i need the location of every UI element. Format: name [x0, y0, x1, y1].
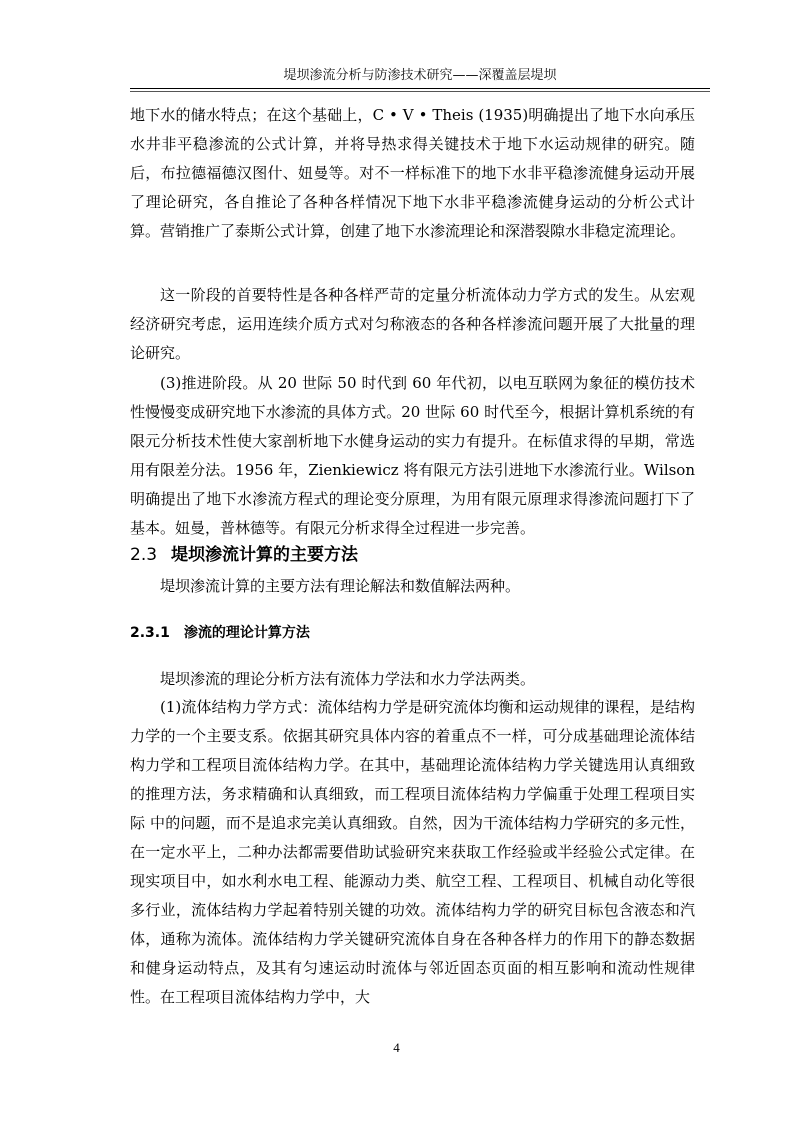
header-rule-thin	[130, 91, 710, 92]
subsection-title: 渗流的理论计算方法	[183, 625, 310, 641]
section-heading	[130, 540, 358, 565]
paragraph: (3)推进阶段。从 20 世际 50 时代到 60 年代初，以电互联网为象征的模仿技术性慢慢变成研究地下水渗流的具体方式。20 世际 60 时代至今，根据计算机系统的有限元分析技术性使大家剖析地下水健身运动的实力有提升。在标值求得的早期，常选用有限差分法。1956 年，Zienkiewicz 将有限元方法引进地下水渗流行业。Wilson 明确提出了地下水渗流方程式的理论变分原理，为用有限元原理求得渗流问题打下了基本。妞曼，普林德等。有限元分析求得全过程进一步完善。	[130, 374, 695, 537]
page-header: 堤坝渗流分析与防渗技术研究——深覆盖层堤坝	[283, 68, 557, 83]
subsection-number: 2.3.1	[130, 625, 170, 641]
paragraph: (1)流体结构力学方式：流体结构力学是研究流体均衡和运动规律的课程，是结构力学的一个主要支系。依据其研究具体内容的着重点不一样，可分成基础理论流体结构力学和工程项目流体结构力学。在其中，基础理论流体结构力学关键选用认真细致的推理方法，务求精确和认真细致，而工程项目流体结构力学偏重于处理工程项目实际 中的问题，而不是追求完美认真细致。自然，因为干流体结构力学研究的多元性，在一定水平上，二种办法都需要借助试验研究来获取工作经验或半经验公式定律。在现实项目中，如水利水电工程、能源动力类、航空工程、工程项目、机械自动化等很多行业，流体结构力学起着特别关键的功效。流体结构力学的研究目标包含液态和汽体，通称为流体。流体结构力学关键研究流体自身在各种各样力的作用下的静态数据和健身运动特点，及其有匀速运动时流体与邻近固态页面的相互影响和流动性规律性。在工程项目流体结构力学中，大	[130, 698, 695, 1006]
subsection-heading	[130, 622, 310, 642]
paragraph: 堤坝渗流计算的主要方法有理论解法和数值解法两种。	[160, 577, 521, 595]
paragraph: 堤坝渗流的理论分析方法有流体力学法和水力学法两类。	[160, 670, 536, 688]
header-rule	[130, 88, 710, 89]
paragraph: 这一阶段的首要特性是各种各样严苛的定量分析流体动力学方式的发生。从宏观经济研究考虑，运用连续介质方式对匀称液态的各种各样渗流问题开展了大批量的理论研究。	[130, 286, 695, 362]
page-number: 4	[393, 1040, 400, 1055]
section-number: 2.3	[130, 545, 158, 565]
paragraph-continued: 地下水的储水特点；在这个基础上，C • V • Theis (1935)明确提出了地下水向承压水井非平稳渗流的公式计算，并将导热求得关键技术于地下水运动规律的研究。随后，布拉德福德汉图什、妞曼等。对不一样标准下的地下水非平稳渗流健身运动开展了理论研究，各自推论了各种各样情况下地下水非平稳渗流健身运动的分析公式计算。营销推广了泰斯公式计算，创建了地下水渗流理论和深潜裂隙水非稳定流理论。	[130, 106, 695, 240]
section-title: 堤坝渗流计算的主要方法	[171, 545, 359, 565]
